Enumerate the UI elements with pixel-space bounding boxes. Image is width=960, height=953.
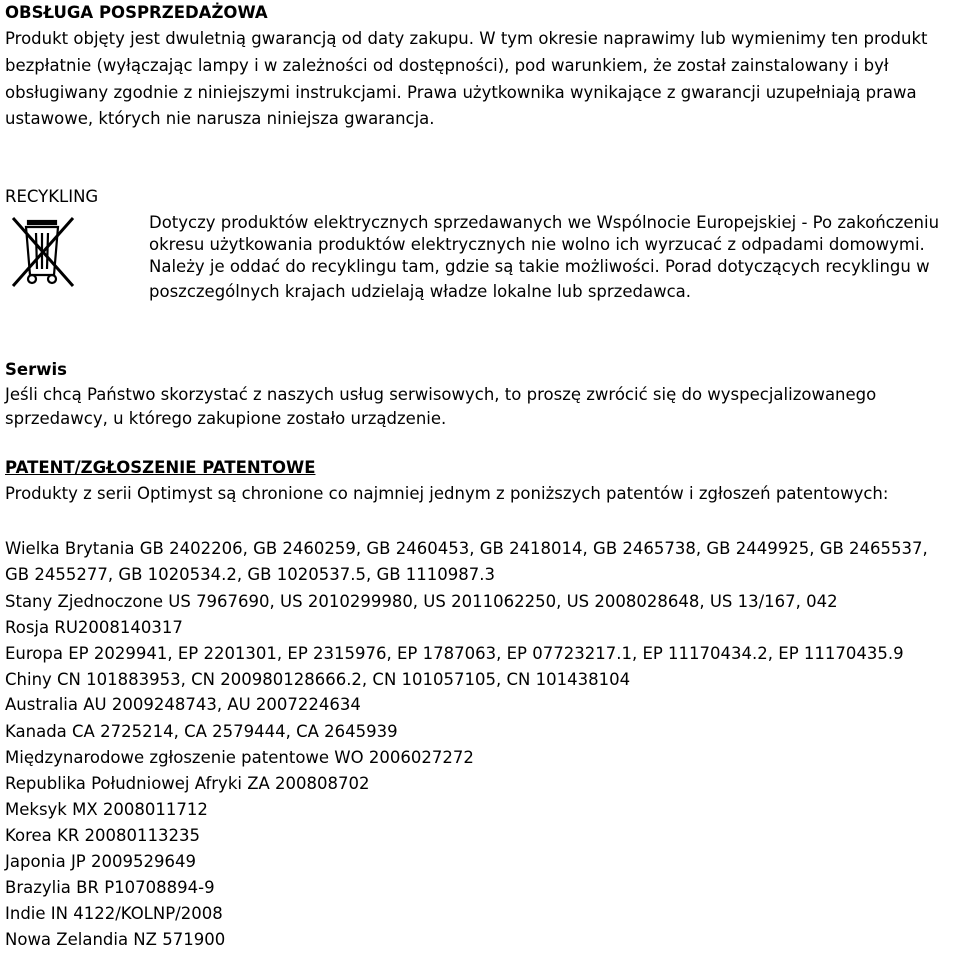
patent-entry: Kanada CA 2725214, CA 2579444, CA 2645939 xyxy=(5,722,398,741)
after-sales-line: obsługiwany zgodnie z niniejszymi instrukcjami. Prawa użytkownika wynikające z gwarancji uzupełniają prawa xyxy=(5,83,917,102)
recycling-line: okresu użytkowania produktów elektrycznych nie wolno ich wyrzucać z odpadami domowymi. xyxy=(149,235,925,254)
patent-entry: Stany Zjednoczone US 7967690, US 2010299980, US 2011062250, US 2008028648, US 13/167, 042 xyxy=(5,592,838,611)
after-sales-heading: OBSŁUGA POSPRZEDAŻOWA xyxy=(5,3,268,22)
recycling-line: Należy je oddać do recyklingu tam, gdzie są takie możliwości. Porad dotyczących recyklingu w xyxy=(149,257,930,276)
patent-entry: Meksyk MX 2008011712 xyxy=(5,800,208,819)
service-heading: Serwis xyxy=(5,360,67,379)
patent-entry: Chiny CN 101883953, CN 200980128666.2, CN 101057105, CN 101438104 xyxy=(5,670,631,689)
patent-entry: GB 2455277, GB 1020534.2, GB 1020537.5, GB 1110987.3 xyxy=(5,565,496,584)
crossed-out-wheelie-bin-icon xyxy=(10,213,76,289)
patent-entry: Nowa Zelandia NZ 571900 xyxy=(5,930,226,949)
recycling-line: poszczególnych krajach udzielają władze lokalne lub sprzedawca. xyxy=(149,282,691,301)
patent-entry: Europa EP 2029941, EP 2201301, EP 2315976, EP 1787063, EP 07723217.1, EP 11170434.2, EP 11170435.9 xyxy=(5,644,904,663)
patents-intro: Produkty z serii Optimyst są chronione co najmniej jednym z poniższych patentów i zgłoszeń patentowych: xyxy=(5,484,889,503)
after-sales-line: bezpłatnie (wyłączając lampy i w zależności od dostępności), pod warunkiem, że został zainstalowany i był xyxy=(5,56,889,75)
patent-entry: Brazylia BR P10708894-9 xyxy=(5,878,215,897)
patent-entry: Wielka Brytania GB 2402206, GB 2460259, GB 2460453, GB 2418014, GB 2465738, GB 2449925, GB 2465537, xyxy=(5,539,928,558)
after-sales-line: ustawowe, których nie narusza niniejsza gwarancja. xyxy=(5,109,435,128)
patents-heading: PATENT/ZGŁOSZENIE PATENTOWE xyxy=(5,458,316,477)
recycling-heading: RECYKLING xyxy=(5,187,99,206)
patent-entry: Korea KR 20080113235 xyxy=(5,826,201,845)
service-line: Jeśli chcą Państwo skorzystać z naszych usług serwisowych, to proszę zwrócić się do wyspecjalizowanego xyxy=(5,385,877,404)
patent-entry: Japonia JP 2009529649 xyxy=(5,852,196,871)
patent-entry: Rosja RU2008140317 xyxy=(5,618,183,637)
service-line: sprzedawcy, u którego zakupione zostało urządzenie. xyxy=(5,409,447,428)
patent-entry: Republika Południowej Afryki ZA 200808702 xyxy=(5,774,370,793)
patent-entry: Indie IN 4122/KOLNP/2008 xyxy=(5,904,223,923)
after-sales-line: Produkt objęty jest dwuletnią gwarancją od daty zakupu. W tym okresie naprawimy lub wymienimy ten produkt xyxy=(5,29,928,48)
patent-entry: Międzynarodowe zgłoszenie patentowe WO 2006027272 xyxy=(5,748,474,767)
patent-entry: Australia AU 2009248743, AU 2007224634 xyxy=(5,695,361,714)
recycling-line: Dotyczy produktów elektrycznych sprzedawanych we Wspólnocie Europejskiej - Po zakończeniu xyxy=(149,213,940,232)
